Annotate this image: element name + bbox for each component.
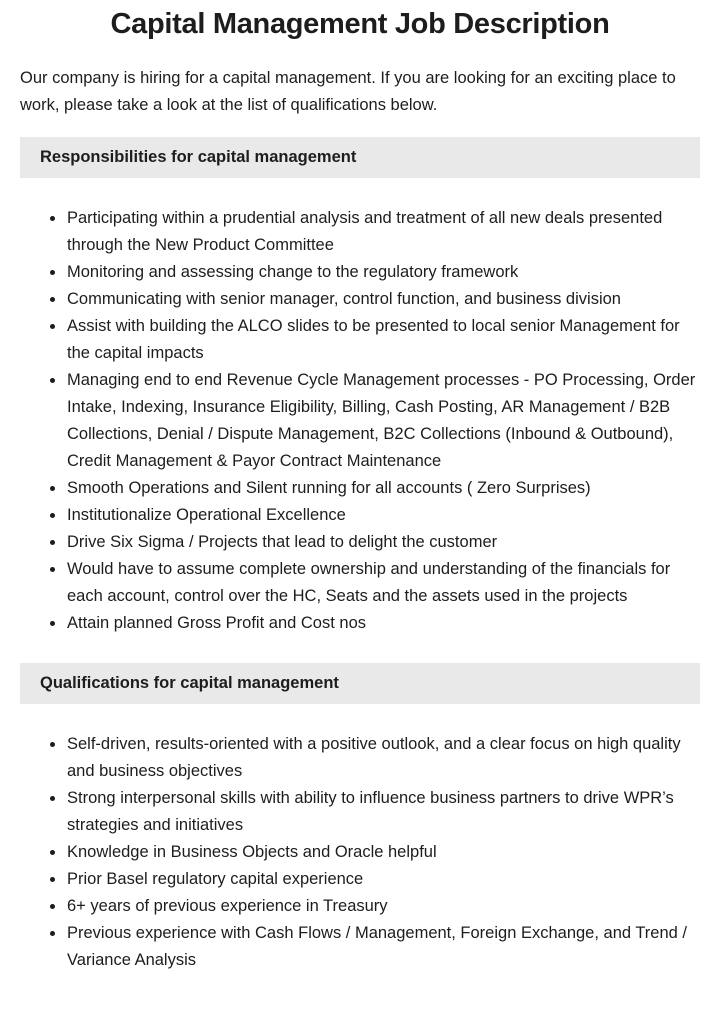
intro-paragraph: Our company is hiring for a capital management. If you are looking for an exciting place to work, please take a look at the list of qualifications below. <box>20 69 676 114</box>
list-item: Attain planned Gross Profit and Cost nos <box>67 610 700 637</box>
list-item: Monitoring and assessing change to the regulatory framework <box>67 259 700 286</box>
list-item: Smooth Operations and Silent running for all accounts ( Zero Surprises) <box>67 475 700 502</box>
section-heading-text: Qualifications for capital management <box>40 674 339 692</box>
list-item: Strong interpersonal skills with ability to influence business partners to drive WPR’s strategies and initiatives <box>67 785 700 839</box>
responsibilities-list <box>20 205 700 637</box>
page-title: Capital Management Job Description <box>110 8 610 40</box>
section-heading-text: Responsibilities for capital management <box>40 148 357 166</box>
section-header-qualifications <box>20 663 700 704</box>
list-item: Participating within a prudential analysis and treatment of all new deals presented through the New Product Committee <box>67 205 700 259</box>
list-item: Managing end to end Revenue Cycle Management processes - PO Processing, Order Intake, Indexing, Insurance Eligibility, Billing, Cash Posting, AR Management / B2B Collections, Denial / Dispute Management, B2C Collections (Inbound & Outbound), Credit Management & Payor Contract Maintenance <box>67 367 700 475</box>
list-item: Prior Basel regulatory capital experience <box>67 866 700 893</box>
list-item: Knowledge in Business Objects and Oracle helpful <box>67 839 700 866</box>
list-item: Institutionalize Operational Excellence <box>67 502 700 529</box>
section-header-responsibilities <box>20 137 700 178</box>
list-item: Would have to assume complete ownership and understanding of the financials for each account, control over the HC, Seats and the assets used in the projects <box>67 556 700 610</box>
list-item: Self-driven, results-oriented with a positive outlook, and a clear focus on high quality and business objectives <box>67 731 700 785</box>
list-item: 6+ years of previous experience in Treasury <box>67 893 700 920</box>
list-item: Drive Six Sigma / Projects that lead to delight the customer <box>67 529 700 556</box>
qualifications-list <box>20 731 700 974</box>
list-item: Communicating with senior manager, control function, and business division <box>67 286 700 313</box>
list-item: Previous experience with Cash Flows / Management, Foreign Exchange, and Trend / Variance Analysis <box>67 920 700 974</box>
list-item: Assist with building the ALCO slides to be presented to local senior Management for the capital impacts <box>67 313 700 367</box>
